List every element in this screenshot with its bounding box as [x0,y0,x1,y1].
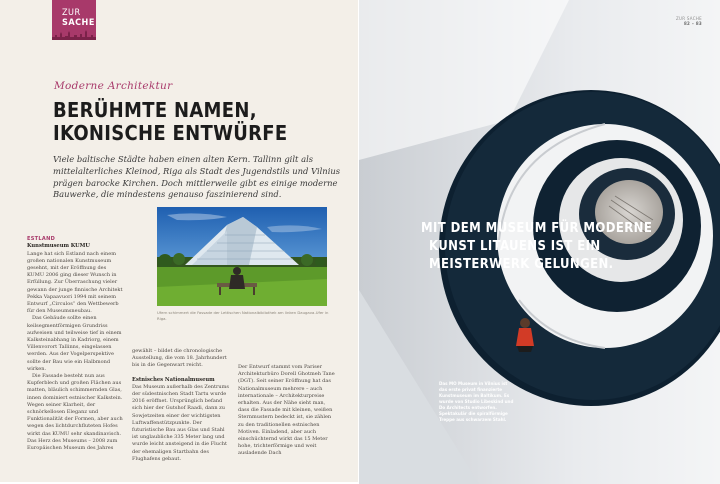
text-column-3 [238,364,336,458]
folio-pages: 82 – 83 [683,21,702,26]
text-column-1 [27,236,124,452]
photo-caption-right [439,381,514,423]
pull-quote [421,220,671,274]
section-tab-line1: ZUR [62,8,81,18]
subhead-national-museum: Estnisches Nationalmuseum [132,376,215,383]
subhead-kumu: Kunstmuseum KUMU [27,243,90,250]
headline-line2: IKONISCHE ENTWÜRFE [53,121,288,145]
text-column-2 [132,348,230,463]
paragraph: gewählt – bildet die chronologische Ausstellung, die vom 18. Jahrhundert bis in die Gegenwart reicht. [132,348,227,369]
intro-paragraph: Viele baltische Städte haben einen alten Kern. Tallinn gilt als mittelalterliches Kleinod, Riga als Stadt des Jugendstils und Vilnius prägen barocke Kirchen. Doch mittlerweile gibt es einige moderne Bauwerke, die mindestens genauso faszinierend sind. [53,154,341,200]
paragraph: Das Museum außerhalb des Zentrums der südestnischen Stadt Tartu wurde 2016 eröffnet. Ursprünglich befand sich hier der Gutshof Raadi, dann zu Sowjetzeiten einer der wichtigsten Luftwaffenstützpunkte. Der futuristische Bau aus Glas und Stahl ist unglaubliche 335 Meter lang und wurde leicht ansteigend in die Flucht der ehemaligen Startbahn des Flughafens gebaut. [132,383,229,462]
photo-caption: Ufern schimmert die Fassade der Lettischen Nationalbibliothek am linken Daugava-Ufer in Riga. [157,310,329,321]
skyline-icon [52,30,96,40]
pull-quote-line3: MEISTERWERK GELUNGEN. [429,257,614,272]
paragraph: Der Entwurf stammt vom Pariser Architekturbüro Dorell Ghotmeh Tane (DGT). Seit seiner Eröffnung hat das Nationalmuseum mehrere – auch internationale – Architekturpreise erhalten. Aus der Nähe sieht man, dass die Fassade mit kleinen, weißen Sternmustern bedeckt ist, sie zählen zu den traditionellen estnischen Motiven. Einladend, aber auch einschüchternd wirkt das 15 Meter hohe, trichterförmige und weit ausladende Dach [238,364,335,457]
headline [53,99,353,145]
folio-section: ZUR SACHE [675,16,702,21]
paragraph: Die Fassade besteht nun aus Kupferblech und großen Flächen aus matten, bläulich schimmernden Glas, innen dominiert estnischer Kalkstein. Wegen seiner Klarheit, der schnörkellosen Eleganz und Funktionalität der Formen, aber auch wegen des lichtdurchfluteten Hofes wirkt das KUMU sehr skandinavisch. Das Herz des Museums – 2008 zum Europäischen Museum des Jahres [27,373,123,452]
paragraph: Das Gebäude sollte einen keilsegmentförmigen Grundriss aufweisen und teilweise tief in einem Kalksteinabhang in Kadriorg, einem Villenvorort Tallinns, eingelassen werden. Aus der Vogelperspektive sollte der Bau wie ein Halbmond wirken. [27,315,122,372]
kicker: Moderne Architektur [54,80,173,92]
left-page [0,0,358,482]
section-tab-line2: SACHE [62,18,95,28]
right-page [359,0,720,484]
headline-line1: BERÜHMTE NAMEN, [53,98,257,122]
pull-quote-line1: MIT DEM MUSEUM FÜR MODERNE [421,221,653,236]
section-tab [52,0,96,40]
paragraph: Lange hat sich Estland nach einem großen nationalen Kunstmuseum gesehnt, mit der Eröffnung des KUMU 2006 ging dieser Wunsch in Erfüllung. Zur Überraschung vieler gewann der junge finnische Architekt Pekka Vapaavuori 1994 mit seinem Entwurf „Circulos“ den Wettbewerb für den Museumsneubau. [27,250,123,315]
caption-text: Das MO Museum in Vilnius ist das erste privat finanzierte Kunstmuseum im Baltikum. Es wurde von Studio Libeskind und Do Architects entworfen. Spektakulär die spiralförmige Treppe aus schwarzem Stahl. [439,381,514,422]
section-label-estonia: ESTLAND [27,236,56,242]
pull-quote-line2: KUNST LITAUENS IST EIN [429,239,601,254]
photo-national-library [157,207,327,306]
